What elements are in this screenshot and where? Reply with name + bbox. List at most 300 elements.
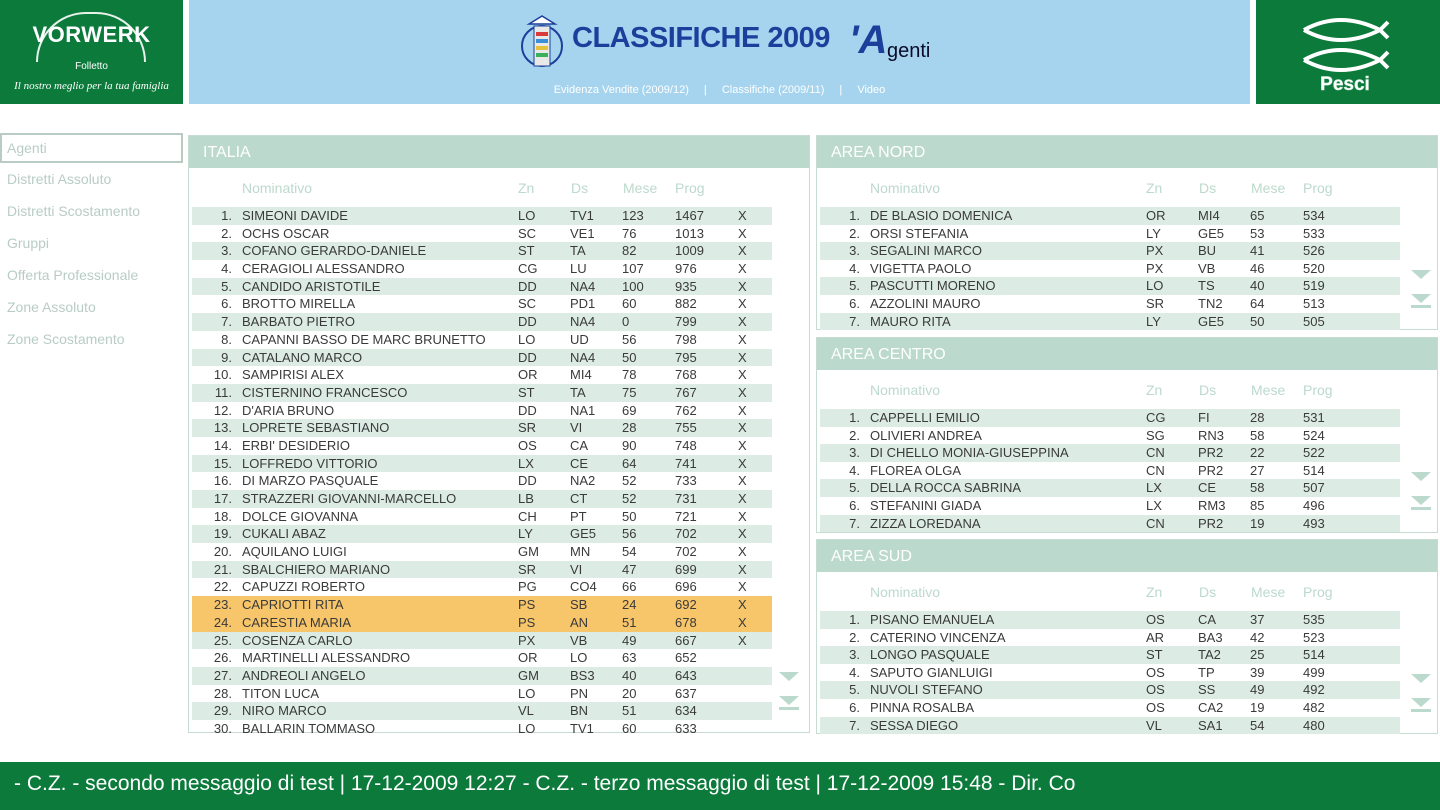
column-header-zn[interactable]: Zn [1146, 180, 1163, 196]
table-row[interactable] [820, 681, 1400, 699]
column-header-mese[interactable]: Mese [1251, 382, 1286, 398]
cell-ds: SA1 [1198, 717, 1223, 733]
cell-mese: 82 [622, 243, 637, 259]
cell-zn: VL [1146, 717, 1162, 733]
nav-classifiche[interactable]: Classifiche (2009/11) [721, 84, 825, 96]
cell-rank: 14. [213, 437, 232, 453]
cell-ds: MI4 [1198, 208, 1220, 223]
cell-ds: PD1 [570, 296, 596, 312]
cell-mese: 60 [622, 720, 637, 736]
cell-rank: 16. [213, 473, 232, 489]
cell-mese: 66 [622, 579, 637, 595]
sidebar-item-distretti-scostamento[interactable]: Distretti Scostamento [7, 203, 141, 219]
cell-zn: LY [1146, 313, 1161, 329]
cell-name: PISANO EMANUELA [870, 612, 995, 627]
cell-prog: 755 [675, 420, 697, 436]
cell-zn: CN [1146, 462, 1165, 478]
table-row[interactable] [192, 207, 772, 225]
column-header-ds[interactable]: Ds [1199, 584, 1217, 600]
table-row[interactable] [192, 614, 772, 632]
column-header-zn[interactable]: Zn [1146, 584, 1163, 600]
header-nav [189, 84, 1250, 96]
cell-prog: 522 [1303, 445, 1325, 461]
cell-name: ANDREOLI ANGELO [242, 667, 366, 683]
nav-evidenza-vendite[interactable]: Evidenza Vendite (2009/12) [553, 84, 689, 96]
table-row[interactable] [192, 225, 772, 243]
cell-mese: 0 [622, 314, 630, 330]
cell-ds: TA2 [1198, 647, 1221, 663]
cell-rank: 5. [849, 682, 860, 698]
column-header-prog[interactable]: Prog [1303, 584, 1333, 600]
scroll-down-icon[interactable] [779, 672, 799, 681]
cell-mese: 52 [622, 473, 637, 489]
table-row[interactable] [192, 455, 772, 473]
cell-ds: GE5 [1198, 313, 1225, 329]
scroll-to-end-bar [1411, 507, 1431, 510]
table-row[interactable] [192, 596, 772, 614]
cell-flag: X [738, 544, 747, 560]
table-row[interactable] [192, 349, 772, 367]
cell-mese: 40 [622, 667, 637, 683]
cell-mese: 40 [1250, 278, 1265, 294]
cell-ds: NA4 [570, 314, 596, 330]
cell-mese: 60 [622, 296, 637, 312]
cell-mese: 63 [622, 650, 637, 666]
cell-name: MAURO RITA [870, 313, 951, 329]
cell-mese: 46 [1250, 260, 1265, 276]
ranking-rows [192, 207, 772, 738]
table-row[interactable] [820, 629, 1400, 647]
cell-mese: 69 [622, 402, 637, 418]
table-row[interactable] [192, 437, 772, 455]
column-header-prog[interactable]: Prog [675, 180, 705, 196]
cell-ds: VB [1198, 260, 1216, 276]
cell-name: NUVOLI STEFANO [870, 682, 983, 698]
cell-zn: ST [1146, 647, 1163, 663]
scroll-to-end-triangle [1411, 698, 1431, 707]
cell-ds: BS3 [570, 667, 595, 683]
column-header-nominativo[interactable]: Nominativo [870, 180, 941, 196]
scroll-to-end-bar [1411, 709, 1431, 712]
scroll-to-end-icon[interactable] [1411, 294, 1431, 308]
cell-name: BROTTO MIRELLA [242, 296, 356, 312]
cell-name: DELLA ROCCA SABRINA [870, 480, 1021, 496]
cell-ds: FI [1198, 410, 1210, 425]
cell-mese: 75 [622, 384, 637, 400]
cell-prog: 526 [1303, 243, 1325, 259]
centro-ranking-panel [816, 337, 1438, 533]
cell-prog: 480 [1303, 717, 1325, 733]
cell-prog: 762 [675, 402, 697, 418]
zodiac-sign-label: Pesci [1320, 74, 1370, 95]
cell-name: LOPRETE SEBASTIANO [242, 420, 390, 436]
cell-name: SBALCHIERO MARIANO [242, 561, 391, 577]
cell-prog: 767 [675, 384, 697, 400]
cell-name: SEGALINI MARCO [870, 243, 982, 259]
cell-name: CUKALI ABAZ [242, 526, 326, 542]
table-row[interactable] [820, 479, 1400, 497]
table-row[interactable] [192, 366, 772, 384]
cell-zn: CH [518, 508, 537, 524]
cell-mese: 64 [1250, 295, 1265, 311]
table-row[interactable] [192, 472, 772, 490]
table-row[interactable] [820, 313, 1400, 331]
table-row[interactable] [192, 578, 772, 596]
cell-mese: 39 [1250, 664, 1265, 680]
cell-rank: 17. [213, 491, 232, 506]
table-row[interactable] [192, 561, 772, 579]
cell-prog: 748 [675, 437, 697, 453]
table-row[interactable] [820, 427, 1400, 445]
table-row[interactable] [192, 419, 772, 437]
cell-prog: 513 [1303, 295, 1325, 311]
cell-prog: 976 [675, 261, 697, 277]
cell-ds: NA4 [570, 278, 596, 294]
cell-zn: PG [518, 579, 537, 595]
nav-video[interactable]: Video [857, 84, 886, 96]
cell-rank: 21. [213, 561, 232, 577]
cell-name: MARTINELLI ALESSANDRO [242, 650, 411, 666]
cell-prog: 519 [1303, 278, 1325, 294]
cell-zn: ST [518, 384, 535, 400]
column-header-zn[interactable]: Zn [518, 180, 535, 196]
table-row[interactable] [192, 525, 772, 543]
table-row[interactable] [192, 313, 772, 331]
cell-ds: BN [570, 703, 589, 719]
cell-zn: CN [1146, 515, 1165, 531]
cell-zn: OR [518, 367, 538, 383]
cell-rank: 4. [849, 462, 860, 478]
cell-prog: 1013 [675, 225, 704, 241]
cell-prog: 514 [1303, 462, 1325, 478]
table-row[interactable] [192, 402, 772, 420]
cell-zn: ST [518, 243, 535, 259]
cell-name: PASCUTTI MORENO [870, 278, 996, 294]
cell-prog: 731 [675, 491, 697, 506]
cell-ds: CA [570, 437, 589, 453]
table-row[interactable] [820, 260, 1400, 278]
sidebar-menu [0, 133, 183, 357]
column-header-ds[interactable]: Ds [1199, 382, 1217, 398]
cell-rank: 1. [849, 612, 860, 627]
cell-mese: 56 [622, 526, 637, 542]
cell-ds: LU [570, 261, 587, 277]
cell-name: ERBI' DESIDERIO [242, 437, 350, 453]
cell-zn: OS [1146, 612, 1165, 627]
cell-prog: 652 [675, 650, 697, 666]
table-row[interactable] [192, 278, 772, 296]
cell-mese: 54 [622, 544, 637, 560]
scroll-to-end-bar [779, 707, 799, 710]
cell-prog: 882 [675, 296, 697, 312]
sidebar-item-offerta-professionale[interactable]: Offerta Professionale [7, 267, 139, 283]
column-header-nominativo[interactable]: Nominativo [870, 382, 941, 398]
cell-flag: X [738, 208, 747, 223]
cell-mese: 27 [1250, 462, 1265, 478]
table-row[interactable] [820, 295, 1400, 313]
cell-prog: 514 [1303, 647, 1325, 663]
cell-rank: 6. [849, 699, 860, 715]
cell-name: CAPRIOTTI RITA [242, 597, 344, 613]
column-header-ds[interactable]: Ds [1199, 180, 1217, 196]
cell-prog: 634 [675, 703, 697, 719]
column-header-prog[interactable]: Prog [1303, 382, 1333, 398]
cell-prog: 733 [675, 473, 697, 489]
cell-name: BARBATO PIETRO [242, 314, 355, 330]
cell-flag: X [738, 455, 747, 471]
cell-flag: X [738, 331, 747, 347]
cell-rank: 4. [221, 261, 232, 277]
cell-name: CATALANO MARCO [242, 349, 363, 365]
cell-prog: 702 [675, 544, 697, 560]
cell-prog: 524 [1303, 427, 1325, 443]
cell-mese: 50 [622, 349, 637, 365]
panel-title: AREA NORD [817, 136, 1437, 168]
table-row[interactable] [192, 490, 772, 508]
cell-mese: 49 [622, 632, 637, 648]
cell-ds: PT [570, 508, 587, 524]
cell-name: AZZOLINI MAURO [870, 295, 981, 311]
cell-ds: NA1 [570, 402, 596, 418]
cell-rank: 10. [213, 367, 232, 383]
cell-flag: X [738, 632, 747, 648]
cell-rank: 2. [849, 427, 860, 443]
table-row[interactable] [820, 515, 1400, 533]
cell-zn: PS [518, 597, 536, 613]
cell-rank: 24. [213, 614, 232, 630]
sidebar-item-distretti-assoluto[interactable]: Distretti Assoluto [7, 171, 112, 187]
ticker-text: - C.Z. - secondo messaggio di test | 17-12-2009 12:27 - C.Z. - terzo messaggio di test | 17-12-2009 15:48 - Dir. Co [14, 772, 1076, 795]
cell-name: OLIVIERI ANDREA [870, 427, 982, 443]
table-row[interactable] [192, 543, 772, 561]
cell-zn: LO [518, 208, 536, 223]
cell-zn: SC [518, 225, 537, 241]
table-row[interactable] [820, 444, 1400, 462]
cell-ds: VI [570, 420, 583, 436]
cell-mese: 47 [622, 561, 637, 577]
cell-prog: 493 [1303, 515, 1325, 531]
table-row[interactable] [192, 331, 772, 349]
table-row[interactable] [820, 646, 1400, 664]
cell-rank: 2. [849, 629, 860, 645]
cell-name: LOFFREDO VITTORIO [242, 455, 378, 471]
cell-name: CARESTIA MARIA [242, 614, 352, 630]
table-row[interactable] [820, 462, 1400, 480]
cell-rank: 9. [221, 349, 232, 365]
table-row[interactable] [192, 667, 772, 685]
column-header-mese[interactable]: Mese [1251, 584, 1286, 600]
cell-ds: CA [1198, 612, 1217, 627]
cell-name: BALLARIN TOMMASO [242, 720, 376, 736]
cell-flag: X [738, 508, 747, 524]
table-row[interactable] [192, 242, 772, 260]
cell-zn: LX [518, 455, 534, 471]
cell-prog: 531 [1303, 410, 1325, 425]
cell-prog: 507 [1303, 480, 1325, 496]
table-row[interactable] [820, 242, 1400, 260]
sidebar-item-zone-assoluto[interactable]: Zone Assoluto [7, 299, 96, 315]
table-row[interactable] [192, 702, 772, 720]
table-row[interactable] [192, 720, 772, 738]
cell-flag: X [738, 367, 747, 383]
cell-rank: 3. [849, 647, 860, 663]
panel-title: ITALIA [189, 136, 809, 168]
table-row[interactable] [192, 508, 772, 526]
cell-rank: 30. [213, 720, 232, 736]
header-banner [189, 0, 1250, 104]
nord-ranking-panel [816, 135, 1438, 330]
cell-mese: 123 [622, 208, 644, 223]
cell-rank: 6. [849, 497, 860, 513]
nav-separator: | [839, 84, 843, 96]
table-row[interactable] [820, 664, 1400, 682]
cell-prog: 795 [675, 349, 697, 365]
cell-zn: AR [1146, 629, 1165, 645]
table-row[interactable] [820, 699, 1400, 717]
cell-prog: 637 [675, 685, 697, 701]
table-row[interactable] [192, 632, 772, 650]
cell-rank: 2. [221, 225, 232, 241]
cell-ds: TN2 [1198, 295, 1223, 311]
cell-ds: TV1 [570, 208, 594, 223]
cell-mese: 52 [622, 491, 637, 506]
cell-zn: LO [518, 685, 536, 701]
cell-rank: 5. [849, 278, 860, 294]
cell-zn: VL [518, 703, 534, 719]
cell-rank: 3. [221, 243, 232, 259]
column-header-mese[interactable]: Mese [1251, 180, 1286, 196]
cell-mese: 50 [622, 508, 637, 524]
cell-ds: VE1 [570, 225, 595, 241]
cell-ds: GE5 [1198, 225, 1225, 241]
cell-zn: LX [1146, 480, 1162, 496]
scroll-to-end-icon[interactable] [779, 696, 799, 710]
news-ticker [0, 762, 1440, 810]
cell-ds: MI4 [570, 367, 592, 383]
cell-rank: 7. [849, 313, 860, 329]
scroll-down-icon[interactable] [1411, 270, 1431, 279]
cell-rank: 28. [213, 685, 232, 701]
sidebar-item-zone-scostamento[interactable]: Zone Scostamento [7, 331, 125, 347]
cell-prog: 1467 [675, 208, 704, 223]
cell-rank: 18. [213, 508, 232, 524]
cell-zn: CG [518, 261, 538, 277]
cell-mese: 56 [622, 331, 637, 347]
table-row[interactable] [820, 717, 1400, 735]
cell-mese: 65 [1250, 208, 1265, 223]
ranking-rows [820, 611, 1400, 734]
cell-name: COSENZA CARLO [242, 632, 353, 648]
cell-name: SIMEONI DAVIDE [242, 208, 348, 223]
table-row[interactable] [820, 207, 1400, 225]
cell-ds: MN [570, 544, 591, 560]
sidebar-item-gruppi[interactable]: Gruppi [7, 235, 50, 251]
table-row[interactable] [820, 277, 1400, 295]
cell-name: DI CHELLO MONIA-GIUSEPPINA [870, 445, 1069, 461]
cell-flag: X [738, 349, 747, 365]
agenti-word: genti [887, 40, 931, 62]
cell-zn: DD [518, 314, 537, 330]
column-header-mese[interactable]: Mese [623, 180, 658, 196]
scroll-to-end-icon[interactable] [1411, 496, 1431, 510]
cell-ds: VI [570, 561, 583, 577]
cell-prog: 721 [675, 508, 697, 524]
cell-zn: DD [518, 278, 537, 294]
column-header-nominativo[interactable]: Nominativo [242, 180, 313, 196]
cell-zn: CN [1146, 445, 1165, 461]
cell-name: CATERINO VINCENZA [870, 629, 1006, 645]
vorwerk-logo[interactable] [0, 0, 183, 104]
column-header-nominativo[interactable]: Nominativo [870, 584, 941, 600]
cell-zn: SR [518, 420, 537, 436]
sidebar-item-agenti[interactable]: Agenti [0, 133, 183, 163]
cell-mese: 37 [1250, 612, 1265, 627]
cell-mese: 53 [1250, 225, 1265, 241]
scroll-down-icon[interactable] [1411, 472, 1431, 481]
cell-flag: X [738, 296, 747, 312]
cell-name: OCHS OSCAR [242, 225, 330, 241]
cell-zn: CG [1146, 410, 1166, 425]
cell-ds: TP [1198, 664, 1215, 680]
cell-zn: LO [518, 720, 536, 736]
column-header-ds[interactable]: Ds [571, 180, 589, 196]
cell-flag: X [738, 473, 747, 489]
cell-rank: 5. [849, 480, 860, 496]
cell-name: SESSA DIEGO [870, 717, 959, 733]
cell-name: NIRO MARCO [242, 703, 327, 719]
cell-mese: 54 [1250, 717, 1265, 733]
column-header-prog[interactable]: Prog [1303, 180, 1333, 196]
table-row[interactable] [192, 649, 772, 667]
table-row[interactable] [820, 497, 1400, 515]
table-row[interactable] [192, 295, 772, 313]
nav-separator: | [703, 84, 707, 96]
cell-rank: 20. [213, 544, 232, 560]
table-row[interactable] [192, 260, 772, 278]
table-row[interactable] [820, 225, 1400, 243]
cell-name: CAPANNI BASSO DE MARC BRUNETTO [242, 331, 486, 347]
zodiac-logo [1256, 0, 1440, 104]
table-row[interactable] [192, 685, 772, 703]
cell-prog: 492 [1303, 682, 1325, 698]
cell-rank: 23. [213, 597, 232, 613]
cell-zn: LO [518, 331, 536, 347]
cell-mese: 50 [1250, 313, 1265, 329]
ranking-rows [820, 207, 1400, 330]
cell-name: CISTERNINO FRANCESCO [242, 384, 408, 400]
scroll-to-end-icon[interactable] [1411, 698, 1431, 712]
column-header-zn[interactable]: Zn [1146, 382, 1163, 398]
cell-prog: 1009 [675, 243, 704, 259]
cell-zn: OS [1146, 699, 1165, 715]
logo-brand: VORWERK [32, 22, 151, 47]
cell-zn: LO [1146, 278, 1164, 294]
cell-mese: 85 [1250, 497, 1265, 513]
cell-name: LONGO PASQUALE [870, 647, 990, 663]
cell-ds: TV1 [570, 720, 594, 736]
scroll-down-icon[interactable] [1411, 674, 1431, 683]
cell-ds: RM3 [1198, 497, 1226, 513]
cell-prog: 533 [1303, 225, 1325, 241]
cell-name: TITON LUCA [242, 685, 320, 701]
cell-flag: X [738, 314, 747, 330]
cell-rank: 3. [849, 445, 860, 461]
cell-mese: 41 [1250, 243, 1265, 259]
table-row[interactable] [820, 611, 1400, 629]
table-row[interactable] [192, 384, 772, 402]
cell-rank: 19. [213, 526, 232, 542]
table-row[interactable] [820, 409, 1400, 427]
